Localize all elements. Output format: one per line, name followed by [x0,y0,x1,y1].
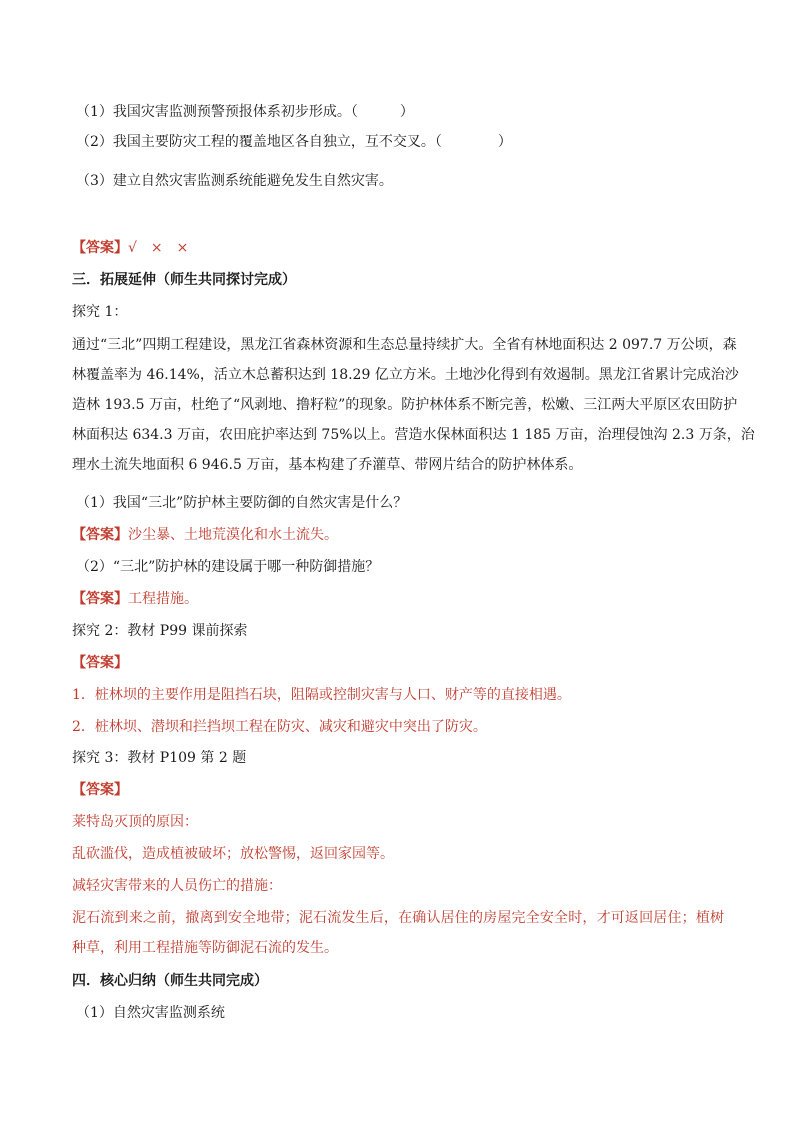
paragraph-line: 林覆盖率为 46.14%，活立木总蓄积达到 18.29 亿立方米。土地沙化得到有效遏制。黑龙江省累计完成治沙 [72,367,739,383]
judge-question-2: （2）我国主要防灾工程的覆盖地区各自独立，互不交叉。（ ） [76,134,512,150]
explore-3-reason-title: 莱特岛灭顶的原因： [72,814,198,830]
explore-1-question-2: （2）“三北”防护林的建设属于哪一种防御措施？ [76,559,380,575]
judge-question-1: （1）我国灾害监测预警预报体系初步形成。（ ） [76,104,414,120]
explore-1-answer-1 [72,525,724,545]
measure-line: 种草，利用工程措施等防御泥石流的发生。 [72,940,338,956]
explore-2-label: 探究 2：教材 P99 课前探索 [72,623,248,639]
explore-2-answer-tag: 【答案】 [72,655,128,671]
answer-text: 沙尘暴、土地荒漠化和水土流失。 [128,527,338,543]
answer-marks: √ × × [128,240,189,256]
explore-2-answer-item-2: 2．桩林坝、潜坝和拦挡坝工程在防灾、减灾和避灾中突出了防灾。 [72,719,487,735]
section-4-title: 四．核心归纳（师生共同完成） [72,973,268,989]
judge-answer [72,238,724,258]
answer-tag: 【答案】 [72,591,128,607]
answer-tag: 【答案】 [72,240,128,256]
answer-tag: 【答案】 [72,527,128,543]
explore-1-label: 探究 1： [72,304,128,320]
explore-3-measure-title: 减轻灾害带来的人员伤亡的措施： [72,878,282,894]
explore-2-answer-item-1: 1．桩林坝的主要作用是阻挡石块，阻隔或控制灾害与人口、财产等的直接相遇。 [72,687,571,703]
explore-3-answer-tag: 【答案】 [72,782,128,798]
paragraph-line: 造林 193.5 万亩，杜绝了“风剥地、撸籽粒”的现象。防护林体系不断完善，松嫩、三江两大平原区农田防护 [72,397,738,413]
explore-3-label: 探究 3：教材 P109 第 2 题 [72,750,247,766]
section-4-item-1: （1）自然灾害监测系统 [76,1005,225,1021]
explore-1-question-1: （1）我国“三北”防护林主要防御的自然灾害是什么？ [76,495,408,511]
section-3-title: 三．拓展延伸（师生共同探讨完成） [72,272,296,288]
explore-1-paragraph [72,330,755,480]
answer-text: 工程措施。 [128,591,198,607]
explore-1-answer-2 [72,589,724,609]
paragraph-line: 林面积达 634.3 万亩，农田庇护率达到 75%以上。营造水保林面积达 1 185 万亩，治理侵蚀沟 2.3 万条，治 [72,427,755,443]
paragraph-line: 理水土流失地面积 6 946.5 万亩，基本构建了乔灌草、带网片结合的防护林体系。 [72,457,583,473]
paragraph-line: 通过“三北”四期工程建设，黑龙江省森林资源和生态总量持续扩大。全省有林地面积达 2 097.7 万公顷，森 [72,337,737,353]
explore-3-measure [72,903,724,963]
explore-3-reason: 乱砍滥伐，造成植被破坏；放松警惕，返回家园等。 [72,846,394,862]
judge-question-3: （3）建立自然灾害监测系统能避免发生自然灾害。 [76,173,393,189]
measure-line: 泥石流到来之前，撤离到安全地带；泥石流发生后，在确认居住的房屋完全安全时，才可返回居住；植树 [72,910,724,926]
